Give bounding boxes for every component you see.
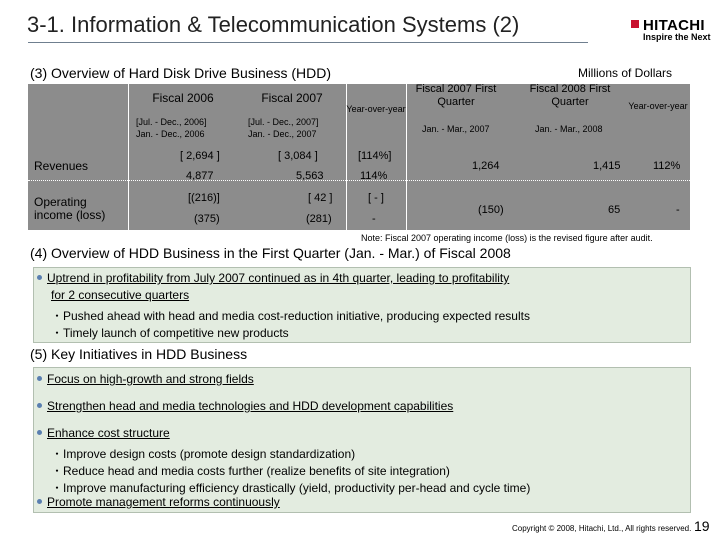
bullet-icon [37,499,42,504]
cell-rev-fy2006: 4,877 [186,170,214,182]
bullet-text: Uptrend in profitability from July 2007 continued as in 4th quarter, leading to profitability [47,271,510,285]
col-fy2007-period: [Jul. - Dec., 2007] [248,117,319,127]
col-q2007: Fiscal 2007 First Quarter [415,83,497,108]
section4-heading: (4) Overview of HDD Business in the First Quarter (Jan. - Mar.) of Fiscal 2008 [30,245,511,261]
hitachi-logo-mark [631,20,639,28]
hdd-overview-table [28,84,690,230]
section5-bullet-3 [37,426,170,440]
col-fy2006: Fiscal 2006 [152,91,214,105]
cell-op-fy2007-bracket: [ 42 ] [308,192,333,204]
table-divider [128,84,129,230]
units-label: Millions of Dollars [578,66,673,80]
col-yoy2: Year-over-year [628,101,688,111]
cell-rev-yoy1-bracket: [114%] [358,150,392,162]
cell-rev-yoy1: 114% [360,170,388,182]
title-underline [28,42,588,43]
section5-sub-1: ・Improve design costs (promote design standardization) [51,447,356,461]
section5-bullet-4 [37,495,280,509]
brand-tagline: Inspire the Next [643,32,711,42]
cell-rev-fy2006-bracket: [ 2,694 ] [180,150,220,162]
section5-bullet-2 [37,399,453,413]
section4-bullet-cont: for 2 consecutive quarters [51,288,190,302]
bullet-icon [37,376,42,381]
row-label-revenues: Revenues [34,159,89,173]
col-fy2007-period2: Jan. - Dec., 2007 [248,129,317,139]
section4-bullet [37,271,509,285]
row-label-operating-income: Operating income (loss) [34,195,106,222]
cell-op-yoy2: - [676,204,680,216]
cell-op-q2008: 65 [608,204,621,216]
page-title: 3-1. Information & Telecommunication Systems (2) [27,12,520,37]
cell-rev-yoy2: 112% [653,160,681,172]
section5-heading: (5) Key Initiatives in HDD Business [30,346,248,362]
bullet-icon [37,430,42,435]
cell-op-yoy1-bracket: [ - ] [368,192,384,204]
col-fy2006-period: [Jul. - Dec., 2006] [136,117,207,127]
copyright: Copyright © 2008, Hitachi, Ltd., All rights reserved. [512,524,692,533]
section5-box [33,367,691,513]
section5-sub-2: ・Reduce head and media costs further (realize benefits of site integration) [51,464,450,478]
col-fy2007: Fiscal 2007 [261,91,323,105]
bullet-icon [37,403,42,408]
cell-op-yoy1: - [372,213,376,225]
col-q2007-period: Jan. - Mar., 2007 [422,124,490,134]
section4-box [33,267,691,343]
cell-op-fy2006: (375) [194,213,220,225]
col-yoy1: Year-over-year [346,104,406,114]
cell-op-fy2006-bracket: [(216)] [188,192,220,204]
cell-rev-q2008: 1,415 [593,160,621,172]
section3-heading: (3) Overview of Hard Disk Drive Business (HDD) [30,65,332,81]
bullet-text: Strengthen head and media technologies and HDD development capabilities [47,399,454,413]
table-row-divider [28,180,690,181]
bullet-text: Focus on high-growth and strong fields [47,372,254,386]
cell-rev-fy2007-bracket: [ 3,084 ] [278,150,318,162]
section4-sub-1: ・Pushed ahead with head and media cost-reduction initiative, producing expected results [51,309,530,323]
brand-name: HITACHI [643,17,705,34]
table-note: Note: Fiscal 2007 operating income (loss) is the revised figure after audit. [361,233,653,243]
cell-rev-fy2007: 5,563 [296,170,324,182]
page-number: 19 [694,518,710,534]
section5-sub-3: ・Improve manufacturing efficiency drastically (yield, productivity per-head and cycle time) [51,481,531,495]
section4-sub-2: ・Timely launch of competitive new products [51,326,289,340]
col-fy2006-period2: Jan. - Dec., 2006 [136,129,205,139]
col-q2008: Fiscal 2008 First Quarter [529,83,611,108]
col-q2008-period: Jan. - Mar., 2008 [535,124,603,134]
cell-rev-q2007: 1,264 [472,160,500,172]
section5-bullet-1 [37,372,254,386]
bullet-icon [37,275,42,280]
bullet-text: Promote management reforms continuously [47,495,280,509]
bullet-text: Enhance cost structure [47,426,170,440]
cell-op-fy2007: (281) [306,213,332,225]
cell-op-q2007: (150) [478,204,504,216]
